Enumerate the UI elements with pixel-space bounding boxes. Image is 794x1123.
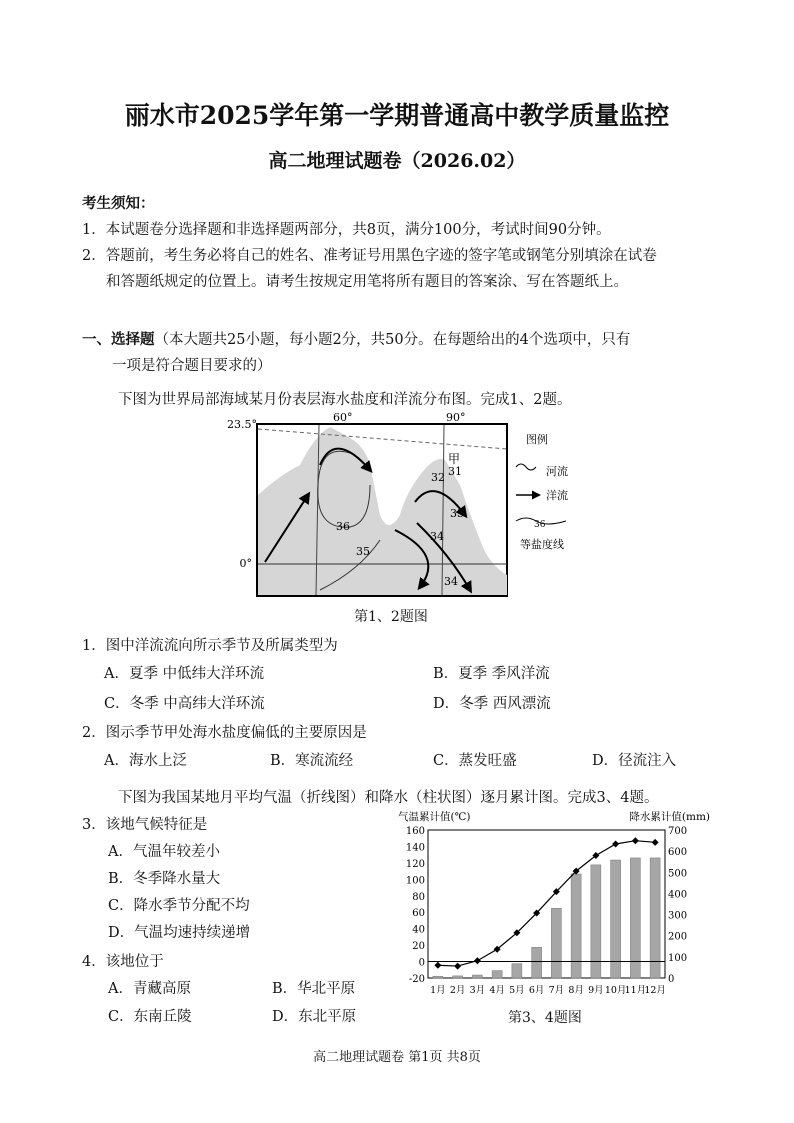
lon-label: 90°: [446, 411, 466, 424]
option: B．华北平原: [272, 981, 356, 997]
option: A．夏季 中低纬大洋环流: [104, 666, 265, 682]
place-label-jia: 甲: [448, 452, 461, 466]
temperature-point: [612, 840, 619, 847]
option: D．东北平原: [272, 1009, 357, 1025]
temperature-point: [632, 837, 639, 844]
y-tick-right: 600: [668, 847, 688, 859]
temperature-point: [434, 962, 441, 969]
legend-isohaline: 等盐度线: [520, 538, 564, 551]
plot-frame: [428, 830, 665, 978]
legend-river: 河流: [546, 465, 568, 478]
salinity-current-map: [220, 405, 590, 605]
precip-bar: [591, 865, 601, 978]
option: A．气温年较差小: [108, 844, 220, 860]
x-tick: 10月: [604, 985, 627, 996]
question-stem: 4．该地位于: [82, 954, 164, 970]
lon-label: 60°: [333, 411, 353, 424]
y-tick-right: 700: [668, 826, 688, 837]
x-tick: 5月: [509, 985, 525, 996]
notice-heading: 考生须知：: [82, 195, 155, 212]
climate-chart: [395, 805, 715, 1005]
isohaline-label: 31: [448, 465, 462, 478]
section-heading: 一、选择题: [82, 331, 155, 348]
legend-title: 图例: [526, 433, 548, 446]
temperature-line: [438, 841, 655, 966]
x-tick: 12月: [644, 985, 666, 996]
notice-item: 1．本试题卷分选择题和非选择题两部分，共8页，满分100分，考试时间90分钟。: [82, 222, 611, 238]
chart-caption: 第3、4题图: [508, 1010, 582, 1026]
x-tick: 4月: [489, 985, 505, 996]
option: D．气温均速持续递增: [108, 925, 251, 941]
precip-bar: [453, 976, 463, 978]
x-tick: 9月: [588, 985, 604, 996]
lat-label: 23.5°: [227, 418, 257, 431]
page-footer: 高二地理试题卷 第1页 共8页: [313, 1050, 481, 1065]
temperature-point: [474, 957, 481, 964]
notice-item: 和答题纸规定的位置上。请考生按规定用笔将所有题目的答案涂、写在答题纸上。: [106, 274, 628, 290]
precip-bar: [433, 976, 443, 978]
x-tick: 3月: [469, 985, 486, 996]
precip-bar: [650, 858, 660, 978]
question-stem: 1．图中洋流流向所示季节及所属类型为: [82, 638, 338, 654]
x-tick: 2月: [449, 985, 466, 996]
precip-bar: [492, 971, 502, 978]
x-tick: 7月: [548, 985, 565, 996]
isohaline-label: 34: [444, 575, 458, 588]
isohaline-label: 34: [430, 530, 444, 543]
y-tick-left: 100: [405, 875, 425, 887]
y-tick-left: 20: [412, 941, 425, 953]
intro-q3-4: 下图为我国某地月平均气温（折线图）和降水（柱状图）逐月累计图。完成3、4题。: [118, 790, 659, 806]
option: A．海水上泛: [104, 753, 187, 769]
option: D．冬季 西风漂流: [433, 696, 551, 712]
isohaline-label: 33: [450, 507, 464, 520]
x-tick: 6月: [528, 985, 545, 996]
precip-bar: [512, 964, 522, 978]
y-axis-right-label: 降水累计值(mm): [629, 811, 710, 823]
page-subtitle: 高二地理试题卷（2026.02）: [268, 150, 526, 172]
notice-item: 2．答题前，考生务必将自己的姓名、准考证号用黑色字迹的签字笔或钢笔分别填涂在试卷: [82, 248, 657, 264]
section-desc: 一项是符合题目要求的）: [112, 358, 272, 374]
isohaline-label: 32: [431, 471, 445, 484]
precip-bar: [472, 975, 482, 978]
y-tick-left: 60: [412, 908, 425, 920]
y-tick-left: 120: [405, 858, 425, 870]
y-tick-left: 80: [412, 891, 425, 903]
question-stem: 2．图示季节甲处海水盐度偏低的主要原因是: [82, 725, 367, 741]
precip-bar: [630, 858, 640, 978]
question-stem: 3．该地气候特征是: [82, 817, 208, 833]
precip-bar: [551, 908, 561, 978]
y-tick-left: 160: [405, 826, 425, 837]
y-tick-left: 0: [418, 957, 425, 969]
precip-bar: [532, 947, 542, 978]
option: C．蒸发旺盛: [433, 753, 517, 769]
x-tick: 8月: [568, 985, 584, 996]
temperature-point: [652, 839, 659, 846]
legend-isohaline-sample: 36: [534, 520, 546, 530]
y-tick-right: 500: [668, 868, 688, 880]
y-tick-right: 100: [668, 952, 688, 964]
section-desc: （本大题共25小题，每小题2分，共50分。在每题给出的4个选项中，只有: [154, 332, 631, 348]
legend-current: 洋流: [546, 489, 568, 502]
temperature-point: [454, 963, 461, 970]
option: B．寒流流经: [270, 753, 354, 769]
y-tick-right: 200: [668, 931, 688, 943]
y-tick-right: 0: [668, 974, 675, 985]
y-tick-right: 400: [668, 889, 688, 901]
option: B．冬季降水量大: [108, 871, 221, 887]
river-legend-icon: [516, 464, 536, 470]
lat-label: 0°: [239, 557, 252, 570]
option: B．夏季 季风洋流: [433, 666, 550, 682]
precip-bar: [571, 874, 581, 978]
y-tick-left: 140: [405, 842, 425, 854]
precip-bar: [611, 860, 621, 978]
y-tick-left: -20: [408, 974, 425, 985]
map-caption: 第1、2题图: [354, 609, 428, 625]
x-tick: 11月: [624, 985, 647, 996]
intro-q1-2: 下图为世界局部海域某月份表层海水盐度和洋流分布图。完成1、2题。: [118, 392, 572, 408]
option: C．冬季 中高纬大洋环流: [104, 696, 265, 712]
y-tick-left: 40: [412, 924, 425, 936]
page-title: 丽水市2025学年第一学期普通高中教学质量监控: [124, 101, 670, 130]
y-axis-left-label: 气温累计值(℃): [398, 811, 471, 823]
isohaline-label: 35: [356, 545, 370, 558]
y-tick-right: 300: [668, 910, 688, 922]
option: D．径流注入: [592, 753, 677, 769]
isohaline-label: 36: [336, 520, 350, 533]
option: A．青藏高原: [108, 981, 191, 997]
option: C．降水季节分配不均: [108, 898, 250, 914]
x-tick: 1月: [430, 985, 446, 996]
option: C．东南丘陵: [108, 1009, 192, 1025]
